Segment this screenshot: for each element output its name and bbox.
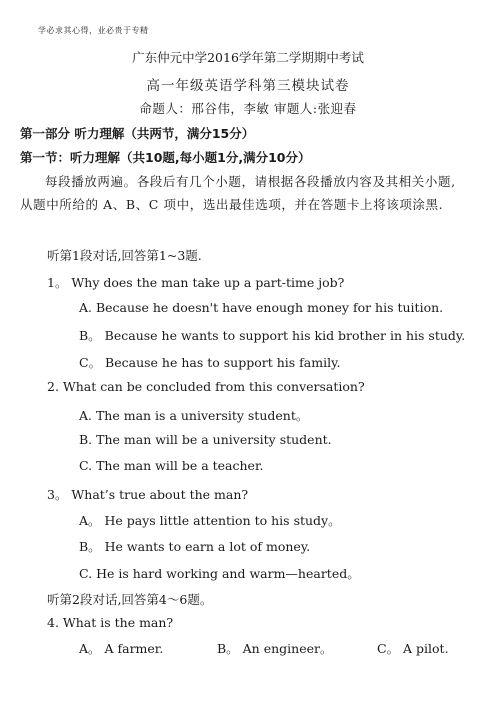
- section1-heading: 第一节：听力理解（共10题,每小题1分,满分10分）: [20, 150, 311, 165]
- question-1-option-a: A. Because he doesn't have enough money for his tuition.: [79, 300, 444, 315]
- header-motto: 学必求其心得，业必贵于专精: [38, 26, 149, 35]
- question-3-option-a: A。 He pays little attention to his study。: [79, 513, 341, 528]
- question-4-stem: 4. What is the man?: [47, 615, 174, 630]
- question-2-option-b: B. The man will be a university student.: [79, 432, 332, 447]
- part1-heading: 第一部分 听力理解（共两节，满分15分）: [20, 126, 255, 141]
- question-2-stem: 2. What can be concluded from this conversation?: [47, 379, 365, 394]
- exam-subtitle: 高一年级英语学科第三模块试卷: [146, 78, 350, 94]
- question-3-option-b: B。 He wants to earn a lot of money.: [79, 539, 311, 554]
- dialog2-intro: 听第2段对话,回答第4～6题。: [47, 592, 213, 607]
- question-4-option-a: A。 A farmer.: [79, 641, 164, 656]
- exam-title: 广东仲元中学2016学年第二学期期中考试: [132, 50, 364, 65]
- question-1-option-c: C。 Because he has to support his family.: [79, 355, 341, 370]
- section1-instructions: 每段播放两遍。各段后有几个小题，请根据各段播放内容及其相关小题,从题中所给的 A、B、C 项中，选出最佳选项，并在答题卡上将该项涂黑.: [20, 174, 456, 212]
- dialog1-intro: 听第1段对话,回答第1~3题.: [47, 248, 202, 263]
- question-4-options: [79, 639, 469, 657]
- question-1-stem: 1。 Why does the man take up a part-time job?: [47, 275, 345, 290]
- question-2-option-c: C. The man will be a teacher.: [79, 458, 264, 473]
- question-4-option-b: B。 An engineer。: [217, 641, 333, 656]
- question-3-stem: 3。 What’s true about the man?: [47, 487, 249, 502]
- question-1-option-b: B。 Because he wants to support his kid brother in his study.: [79, 328, 466, 343]
- exam-authors: 命题人：邢谷伟，李敏 审题人:张迎春: [139, 101, 357, 116]
- question-3-option-c: C. He is hard working and warm—hearted。: [79, 566, 360, 581]
- question-2-option-a: A. The man is a university student。: [79, 408, 309, 423]
- question-4-option-c: C。 A pilot.: [377, 641, 449, 656]
